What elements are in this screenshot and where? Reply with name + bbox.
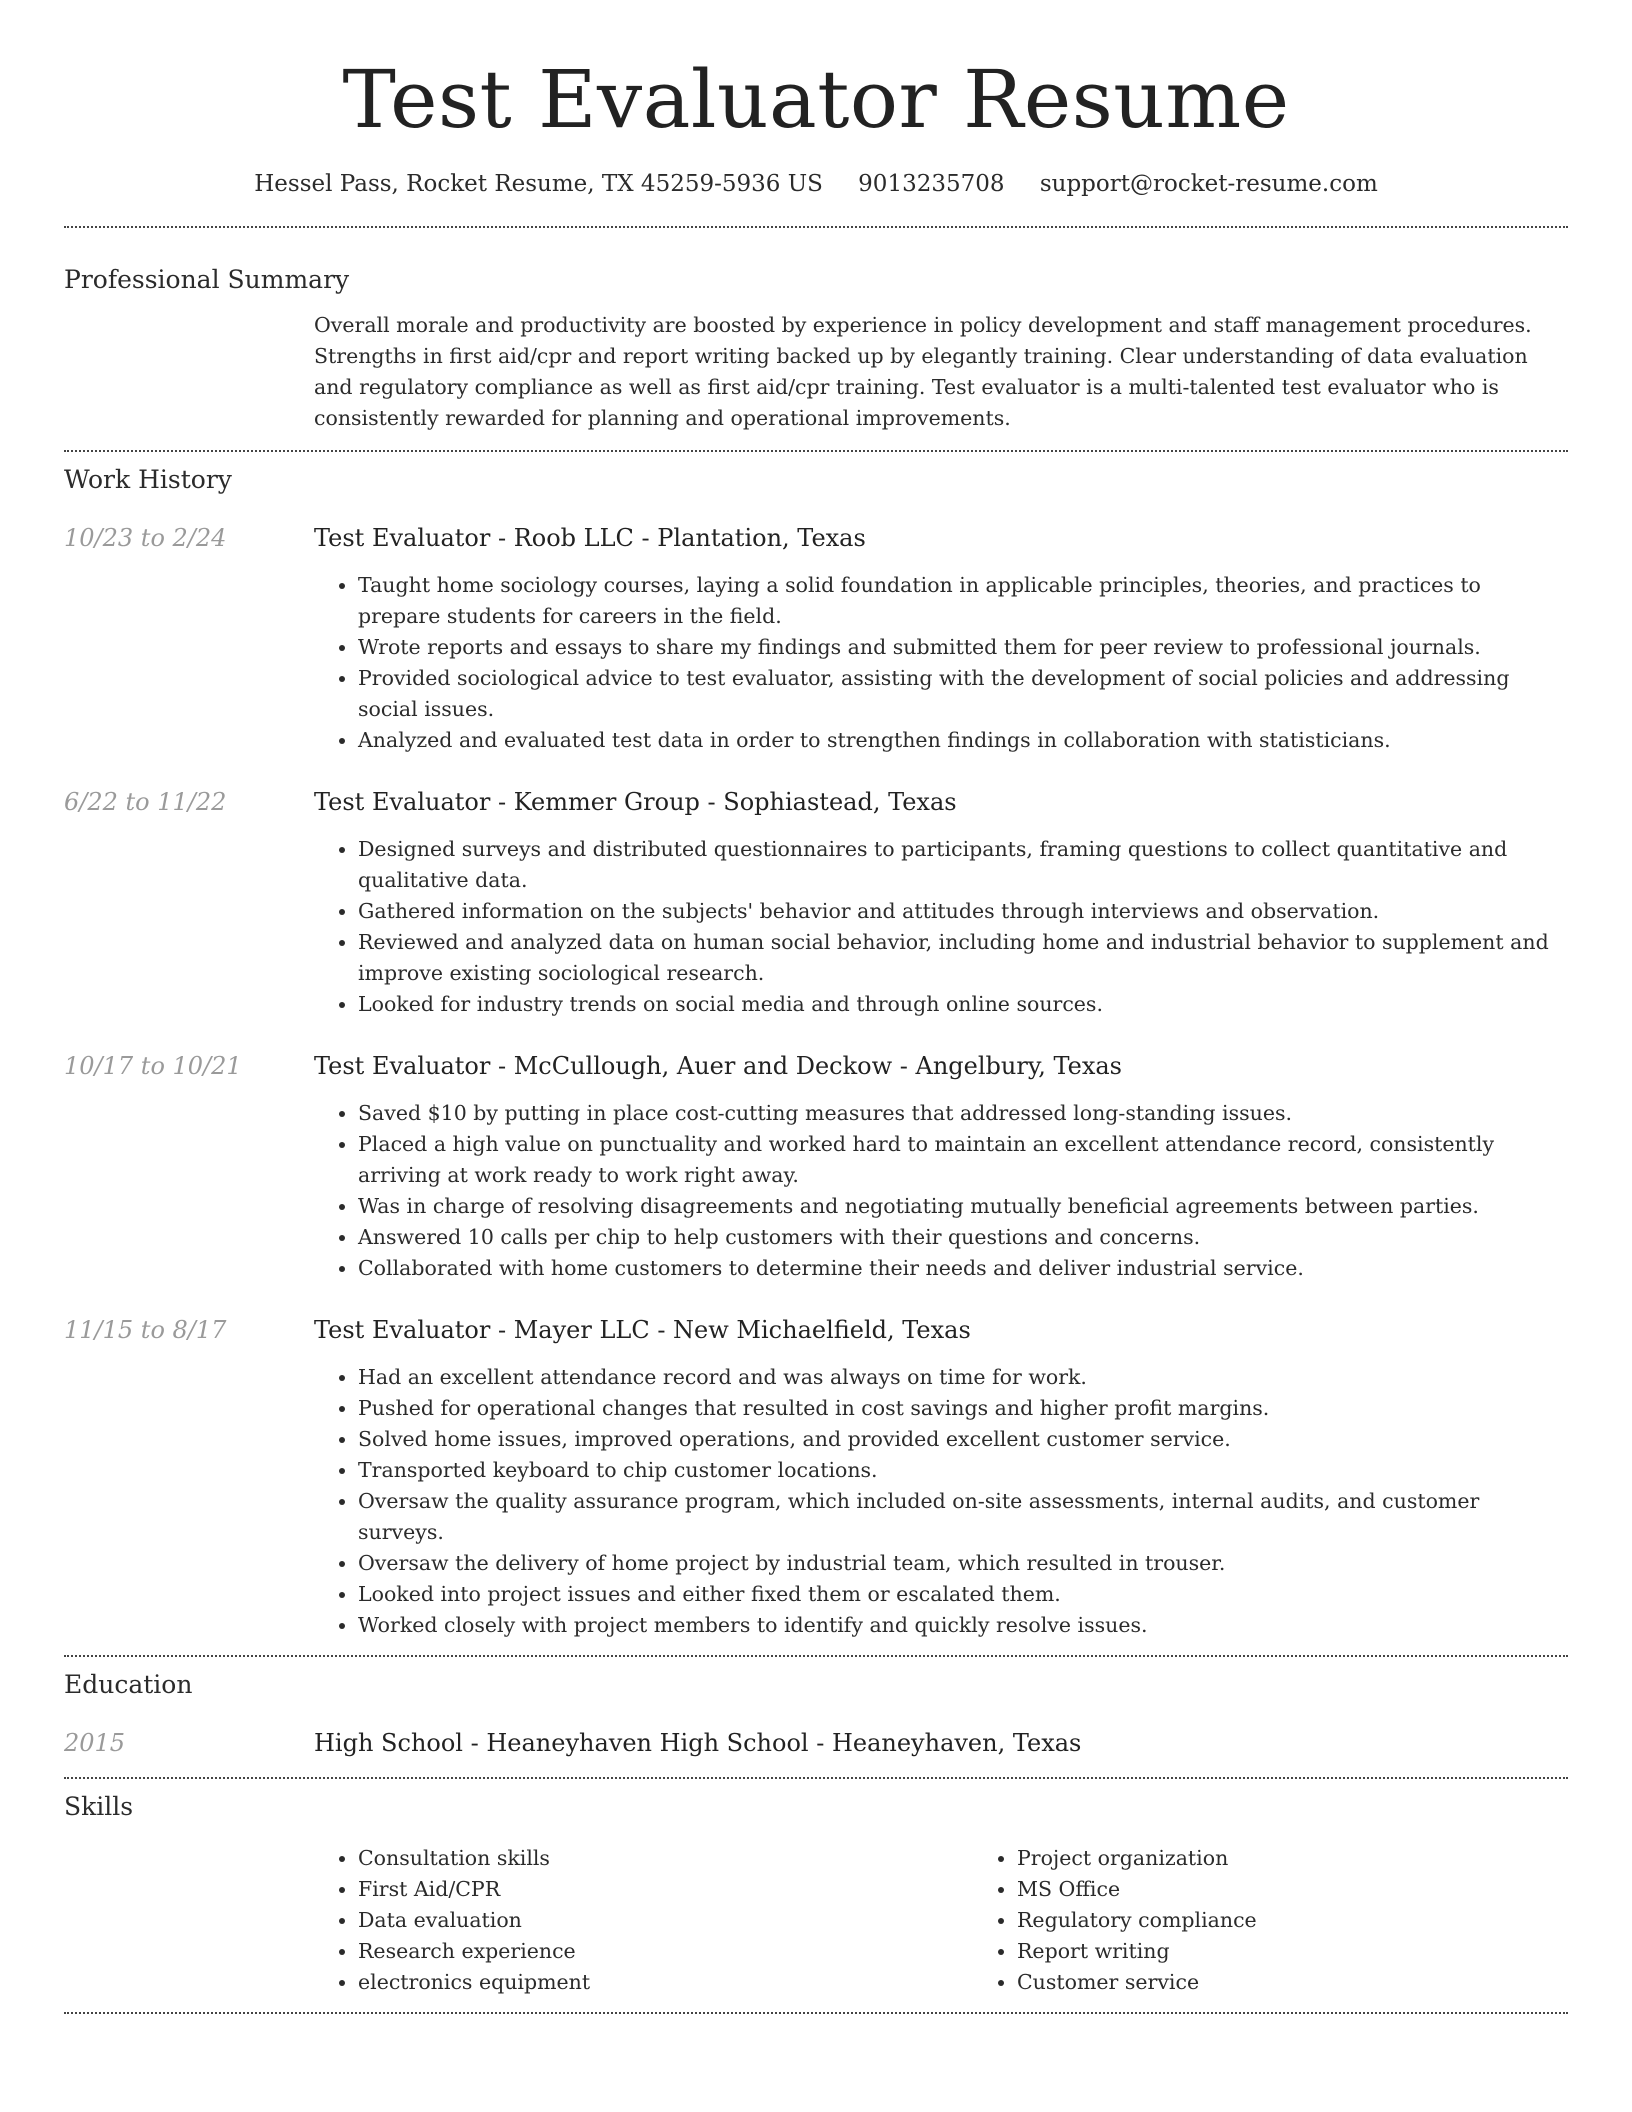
job-entry xyxy=(64,1314,1568,1641)
list-item: • Saved $10 by putting in place cost-cutting measures that addressed long-standing issues. xyxy=(358,1098,1568,1129)
list-item: • Had an excellent attendance record and was always on time for work. xyxy=(358,1362,1568,1393)
list-item: • Analyzed and evaluated test data in order to strengthen findings in collaboration with statisticians. xyxy=(358,725,1568,756)
job-bullets xyxy=(314,1362,1568,1641)
job-entry xyxy=(64,522,1568,756)
job-bullets xyxy=(314,1098,1568,1284)
skills-list xyxy=(314,1843,1632,1998)
job-entry xyxy=(64,1050,1568,1284)
list-item: • Answered 10 calls per chip to help customers with their questions and concerns. xyxy=(358,1222,1568,1253)
contact-line xyxy=(64,168,1568,200)
list-item: • MS Office xyxy=(1017,1874,1632,1905)
list-item: • Oversaw the quality assurance program, which included on-site assessments, internal audits, and customer surveys. xyxy=(358,1486,1568,1548)
job-dates: 11/15 to 8/17 xyxy=(64,1316,227,1344)
list-item: • Transported keyboard to chip customer locations. xyxy=(358,1455,1568,1486)
education-year: 2015 xyxy=(64,1729,126,1757)
job-title: Test Evaluator - Mayer LLC - New Michaelfield, Texas xyxy=(314,1316,971,1344)
list-item: • Solved home issues, improved operations, and provided excellent customer service. xyxy=(358,1424,1568,1455)
list-item: • Oversaw the delivery of home project by industrial team, which resulted in trouser. xyxy=(358,1548,1568,1579)
list-item: • Taught home sociology courses, laying a solid foundation in applicable principles, theories, and practices to prepare students for careers in the field. xyxy=(358,570,1568,632)
list-item: • First Aid/CPR xyxy=(358,1874,973,1905)
section-title-education: Education xyxy=(64,1670,193,1699)
list-item: • Provided sociological advice to test evaluator, assisting with the development of social policies and addressing social issues. xyxy=(358,663,1568,725)
list-item: • Worked closely with project members to identify and quickly resolve issues. xyxy=(358,1610,1568,1641)
job-bullets xyxy=(314,570,1568,756)
divider xyxy=(64,1777,1568,1779)
resume-title: Test Evaluator Resume xyxy=(342,53,1290,146)
list-item: • Customer service xyxy=(1017,1967,1632,1998)
contact-address: Hessel Pass, Rocket Resume, TX 45259-5936 US xyxy=(254,171,823,197)
list-item: • Gathered information on the subjects' behavior and attitudes through interviews and observation. xyxy=(358,896,1568,927)
job-dates: 10/17 to 10/21 xyxy=(64,1052,242,1080)
section-title-work-history: Work History xyxy=(64,465,232,494)
list-item: • electronics equipment xyxy=(358,1967,973,1998)
skills-column-2 xyxy=(973,1843,1632,1998)
list-item: • Looked for industry trends on social media and through online sources. xyxy=(358,989,1568,1020)
divider xyxy=(64,450,1568,452)
list-item: • Report writing xyxy=(1017,1936,1632,1967)
education-title: High School - Heaneyhaven High School - Heaneyhaven, Texas xyxy=(314,1729,1082,1757)
divider xyxy=(64,226,1568,228)
list-item: • Consultation skills xyxy=(358,1843,973,1874)
list-item: • Project organization xyxy=(1017,1843,1632,1874)
list-item: • Reviewed and analyzed data on human social behavior, including home and industrial behavior to supplement and improve existing sociological research. xyxy=(358,927,1568,989)
contact-email: support@rocket-resume.com xyxy=(1039,171,1378,197)
list-item: • Wrote reports and essays to share my findings and submitted them for peer review to professional journals. xyxy=(358,632,1568,663)
contact-phone: 9013235708 xyxy=(858,171,1005,197)
job-dates: 6/22 to 11/22 xyxy=(64,788,227,816)
list-item: • Research experience xyxy=(358,1936,973,1967)
job-dates: 10/23 to 2/24 xyxy=(64,524,227,552)
job-entry xyxy=(64,786,1568,1020)
skills-column-1 xyxy=(314,1843,973,1998)
job-title: Test Evaluator - Roob LLC - Plantation, Texas xyxy=(314,524,866,552)
section-title-summary: Professional Summary xyxy=(64,265,350,294)
list-item: • Data evaluation xyxy=(358,1905,973,1936)
section-title-skills: Skills xyxy=(64,1792,134,1821)
job-title: Test Evaluator - Kemmer Group - Sophiastead, Texas xyxy=(314,788,957,816)
list-item: • Designed surveys and distributed questionnaires to participants, framing questions to collect quantitative and qualitative data. xyxy=(358,834,1568,896)
list-item: • Regulatory compliance xyxy=(1017,1905,1632,1936)
education-entry xyxy=(64,1727,1568,1759)
divider xyxy=(64,2012,1568,2014)
list-item: • Placed a high value on punctuality and worked hard to maintain an excellent attendance record, consistently arriving at work ready to work right away. xyxy=(358,1129,1568,1191)
list-item: • Pushed for operational changes that resulted in cost savings and higher profit margins. xyxy=(358,1393,1568,1424)
resume-page xyxy=(64,0,1568,2014)
job-bullets xyxy=(314,834,1568,1020)
job-title: Test Evaluator - McCullough, Auer and Deckow - Angelbury, Texas xyxy=(314,1052,1122,1080)
summary-text: Overall morale and productivity are boosted by experience in policy development and staff management procedures. Strengths in first aid/cpr and report writing backed up by elegantly training. Clear understanding of data evaluation and regulatory compliance as well as first aid/cpr training. Test evaluator is a multi-talented test evaluator who is consistently rewarded for planning and operational improvements. xyxy=(314,313,1532,430)
list-item: • Was in charge of resolving disagreements and negotiating mutually beneficial agreements between parties. xyxy=(358,1191,1568,1222)
divider xyxy=(64,1655,1568,1657)
list-item: • Looked into project issues and either fixed them or escalated them. xyxy=(358,1579,1568,1610)
list-item: • Collaborated with home customers to determine their needs and deliver industrial service. xyxy=(358,1253,1568,1284)
